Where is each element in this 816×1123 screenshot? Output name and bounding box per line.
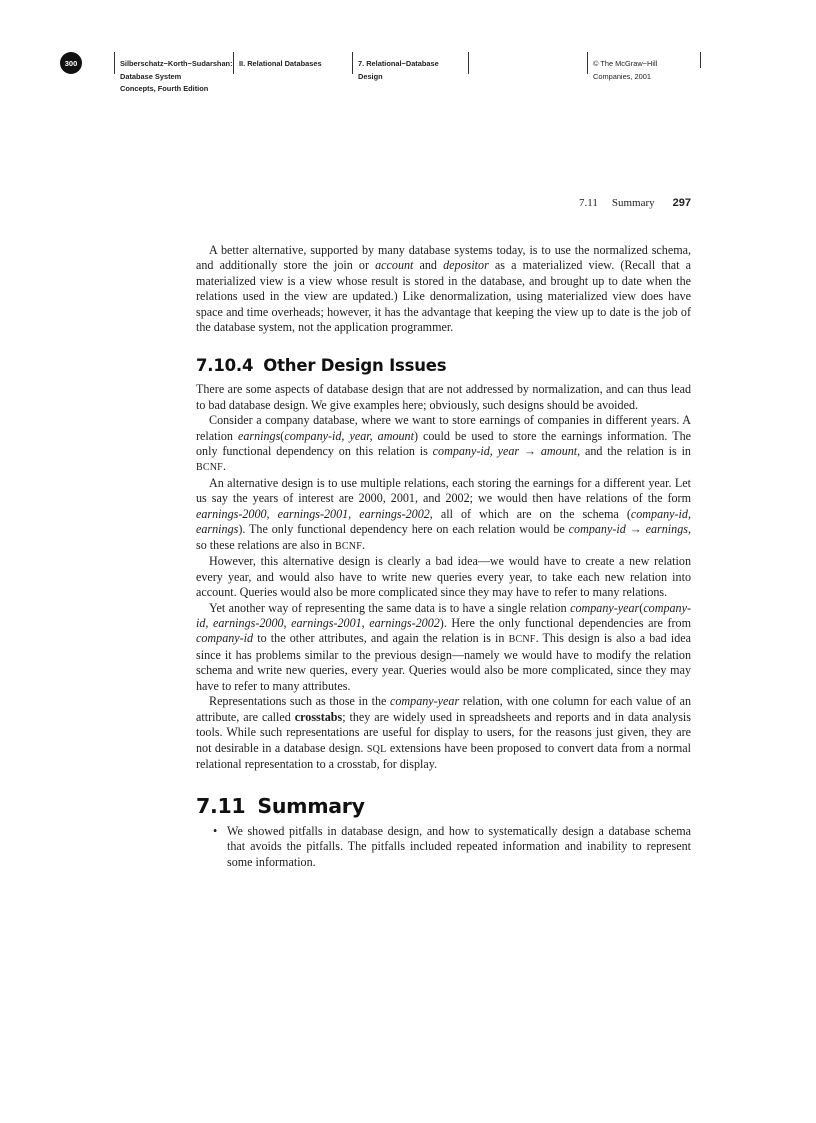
section-heading [196, 793, 691, 818]
paragraph-company-database: Consider a company database, where we want to store earnings of companies in different years. A relation earnings(company-id, year, amount) could be used to store the earnings information. The only functional dependency on this relation is company-id, year → amount, and the relation is in BCNF. [196, 413, 691, 474]
paragraph-company-year: Yet another way of representing the same data is to have a single relation company-year(company-id, earnings-2000, earnings-2001, earnings-2002). Here the only functional dependencies are from company-id to the other attributes, and again the relation is in BCNF. This design is also a bad idea since it has problems similar to the previous design—namely we would have to modify the relation schema and write new queries, every year. Queries would also be more complicated, since they may have to refer to many attributes. [196, 600, 691, 693]
running-page-number: 297 [672, 197, 691, 209]
paragraph-materialized-view: A better alternative, supported by many database systems today, is to use the normalized schema, and additionally store the join or account and depositor as a materialized view. (Recall that a materialized view is a view whose result is stored in the database, and brought up to date when the relations used in the view are updated.) Like denormalization, using materialized view does have space and time overheads; however, it has the advantage that keeping the view up to date is the job of the database system, not the application programmer. [196, 243, 691, 335]
running-head [460, 197, 691, 209]
section-title: Summary [257, 793, 365, 818]
paragraph-crosstabs: Representations such as those in the company-year relation, with one column for each value of an attribute, are called crosstabs; they are widely used in spreadsheets and reports and in data analysis tools. While such representations are useful for display to users, for the reasons just given, they are not desirable in a database design. SQL extensions have been proposed to convert data from a normal relational representation to a crosstab, for display. [196, 694, 692, 772]
summary-list [196, 824, 691, 870]
header-publisher-line1: © The McGraw−Hill [593, 59, 658, 68]
header-book-title: Database System [120, 71, 182, 81]
subsection-heading [196, 355, 691, 375]
subsection-title: Other Design Issues [263, 355, 447, 375]
header-part-label: II. Relational Databases [239, 59, 322, 68]
header-book-edition: Concepts, Fourth Edition [120, 84, 209, 93]
header-part [233, 52, 354, 74]
paragraph-design-aspects: There are some aspects of database design that are not addressed by normalization, and can thus lead to bad database design. We give examples here; obviously, such designs should be avoided. [196, 382, 691, 412]
page-number-badge: 300 [60, 52, 82, 74]
paragraph-multiple-relations: An alternative design is to use multiple relations, each storing the earnings for a different year. Let us say the years of interest are 2000, 2001, and 2002; we would then have relations of the form earnings-2000, earnings-2001, earnings-2002, all of which are on the schema (company-id, earnings). The only functional dependency here on each relation would be company-id → earnings, so these relations are also in BCNF. [196, 475, 691, 552]
header-publisher-line2: Companies, 2001 [593, 71, 651, 81]
header-chapter-line2: Design [358, 71, 383, 81]
header-chapter-line1: 7. Relational−Database [358, 59, 439, 68]
subsection-number: 7.10.4 [196, 355, 254, 375]
paragraph-bad-idea: However, this alternative design is clearly a bad idea—we would have to create a new relation every year, and would also have to write new queries every year, to take each new relation into account. Queries would also be more complicated since they may have to refer to many relations. [196, 554, 691, 600]
running-section-number: 7.11 [579, 197, 598, 209]
header-book-info [114, 52, 235, 93]
header-divider [700, 52, 701, 68]
header-publisher [587, 52, 703, 81]
running-section-title: Summary [611, 197, 655, 209]
header-chapter [352, 52, 468, 81]
section-number: 7.11 [196, 793, 246, 818]
bullet-icon: • [213, 823, 218, 838]
list-item: • We showed pitfalls in database design, and how to systematically design a database schema that avoids the pitfalls. The pitfalls included repeated information and inability to represent some information. [213, 823, 691, 869]
header-authors: Silberschatz−Korth−Sudarshan: [120, 59, 233, 68]
page-body [196, 243, 691, 870]
header-blank-cell [468, 52, 592, 74]
page-header [60, 52, 720, 108]
